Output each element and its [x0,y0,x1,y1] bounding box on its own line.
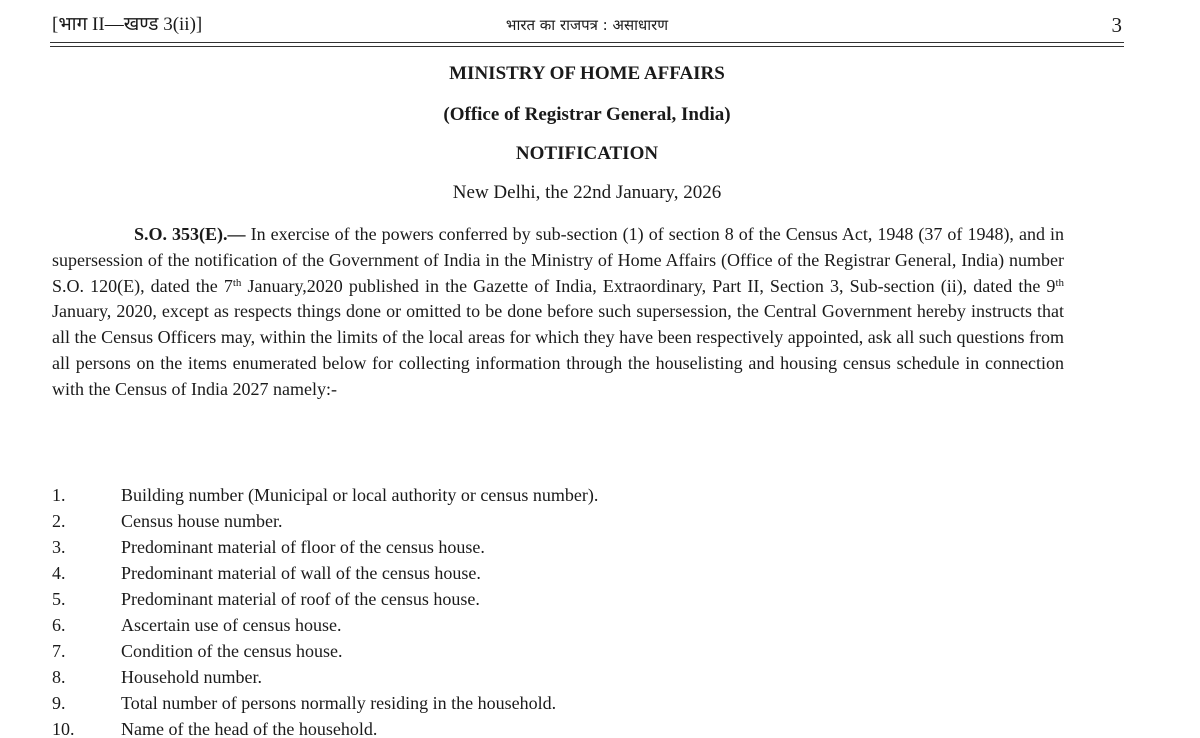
list-item [52,586,1052,612]
item-number: 4. [52,563,66,583]
item-text: Census house number. [121,511,283,531]
list-item [52,638,1052,664]
part-section-label: [भाग II—खण्ड 3(ii)] [52,14,203,35]
ordinal-suffix-1: th [232,276,242,289]
item-number: 5. [52,589,66,609]
item-text: Household number. [121,667,262,687]
item-number: 8. [52,667,66,687]
header-rule-top [50,42,1124,43]
dateline: New Delhi, the 22nd January, 2026 [452,182,722,203]
list-item [52,560,1052,586]
item-text: Predominant material of roof of the census house. [121,589,480,609]
enumerated-items-list [52,482,1052,738]
item-text: Predominant material of wall of the census house. [121,563,481,583]
header-rule-bottom [50,46,1124,47]
list-item [52,664,1052,690]
item-number: 1. [52,485,66,505]
item-number: 2. [52,511,66,531]
notification-body [52,222,1064,403]
item-number: 7. [52,641,66,661]
item-text: Name of the head of the household. [121,719,378,738]
office-heading: (Office of Registrar General, India) [443,104,731,125]
item-text: Condition of the census house. [121,641,343,661]
order-number: S.O. 353(E).— [134,224,246,244]
list-item [52,534,1052,560]
list-item [52,716,1052,738]
ordinal-suffix-2: th [1055,276,1064,289]
item-number: 3. [52,537,66,557]
item-text: Predominant material of floor of the census house. [121,537,485,557]
item-text: Ascertain use of census house. [121,615,342,635]
item-number: 9. [52,693,66,713]
body-text-3: January, 2020, except as respects things done or omitted to be done before such supersession, the Central Government hereby instructs that all the Census Officers may, within the limits of the local areas for which they have been respectively appointed, ask all such questions from all persons on the items enumerated below for collecting information through the houselisting and housing census schedule in connection with the Census of India 2027 namely:- [52,301,1064,399]
list-item [52,508,1052,534]
gazette-title: भारत का राजपत्र : असाधारण [505,16,669,34]
item-number: 10. [52,719,75,738]
notification-heading: NOTIFICATION [515,143,659,164]
body-text-2: January,2020 published in the Gazette of India, Extraordinary, Part II, Section 3, Sub-section (ii), dated the 9 [241,275,1056,296]
ministry-heading: MINISTRY OF HOME AFFAIRS [449,63,725,84]
body-text-1: In exercise of the powers conferred by sub-section (1) of section 8 of the Census Act, 1948 (37 of 1948), and in supersession of the notification of the Government of India in the Ministry of Home Affairs (Office of the Registrar General, India) number S.O. 120(E), dated the 7 [52,224,1064,296]
list-item [52,482,1052,508]
page-header [52,10,1122,40]
item-text: Building number (Municipal or local authority or census number). [121,485,599,505]
list-item [52,690,1052,716]
page-number: 3 [1111,13,1122,37]
item-text: Total number of persons normally residing in the household. [121,693,557,713]
item-number: 6. [52,615,66,635]
list-item [52,612,1052,638]
